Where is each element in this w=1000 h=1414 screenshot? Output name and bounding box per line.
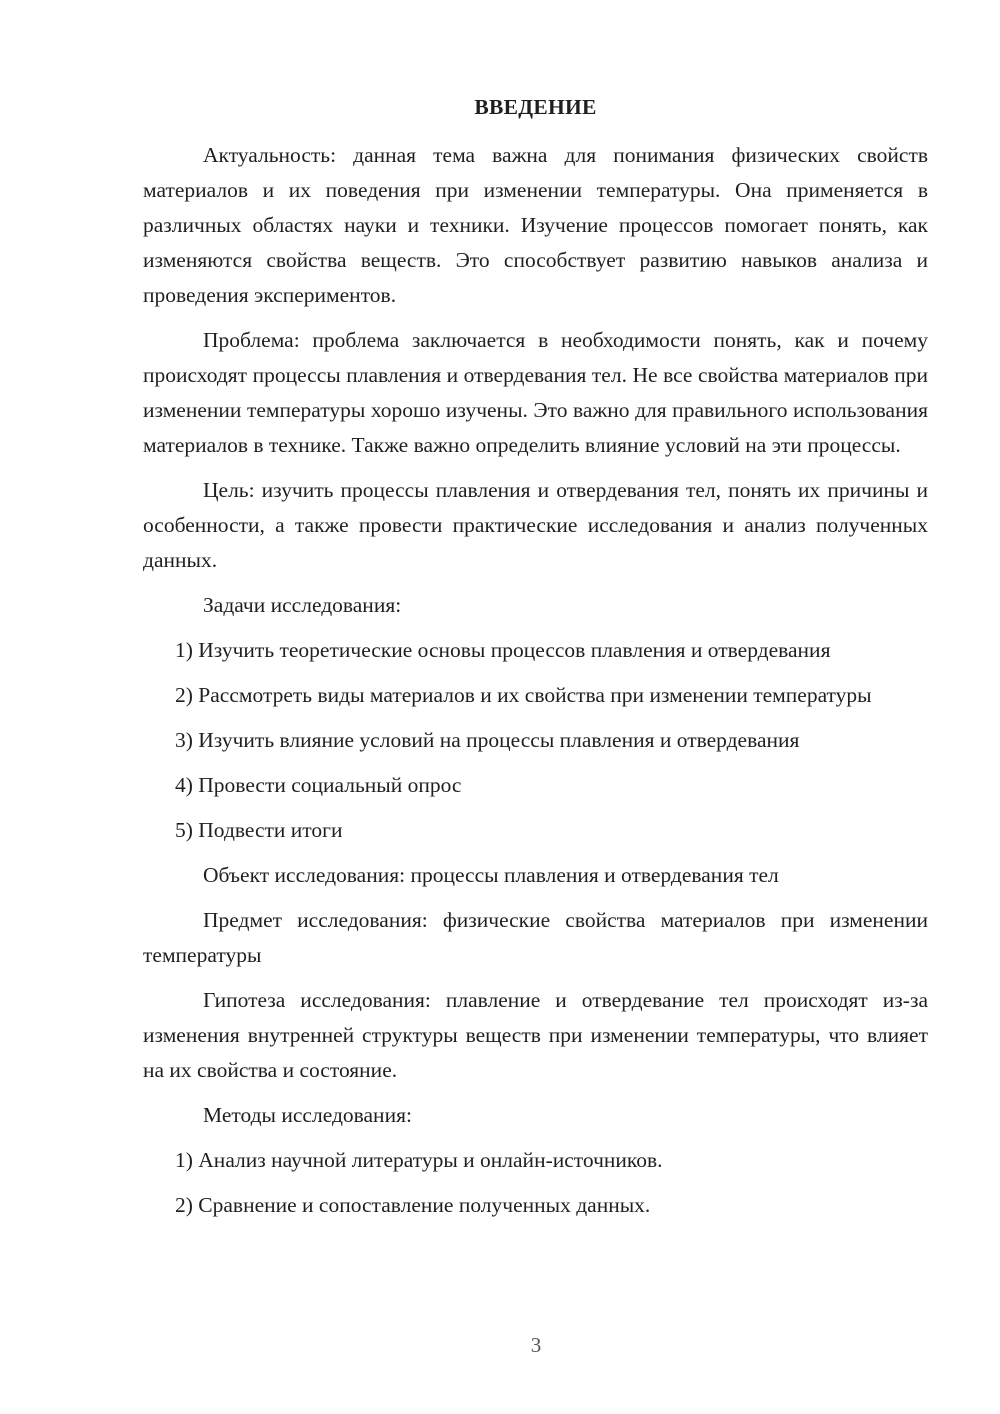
page-number: 3 [530, 1333, 542, 1357]
problem-paragraph: Проблема: проблема заключается в необходимости понять, как и почему происходят процессы плавления и отвердевания тел. Не все свойства материалов при изменении температуры хорошо изучены. Это важно для правильного использования материалов в технике. Также важно определить влияние условий на эти процессы. [143, 328, 928, 457]
object-paragraph: Объект исследования: процессы плавления и отвердевания тел [203, 863, 779, 887]
tasks-title: Задачи исследования: [203, 593, 402, 617]
relevance-paragraph: Актуальность: данная тема важна для понимания физических свойств материалов и их поведения при изменении температуры. Она применяется в различных областях науки и техники. Изучение процессов помогает понять, как изменяются свойства веществ. Это способствует развитию навыков анализа и проведения экспериментов. [143, 143, 928, 307]
task-item: 2) Рассмотреть виды материалов и их свойства при изменении температуры [175, 683, 872, 707]
goal-paragraph: Цель: изучить процессы плавления и отвердевания тел, понять их причины и особенности, а также провести практические исследования и анализ полученных данных. [143, 478, 928, 572]
subject-paragraph: Предмет исследования: физические свойства материалов при изменении температуры [143, 908, 928, 967]
task-item: 5) Подвести итоги [175, 818, 343, 842]
hypothesis-paragraph: Гипотеза исследования: плавление и отвердевание тел происходят из-за изменения внутренней структуры веществ при изменении температуры, что влияет на их свойства и состояние. [143, 988, 928, 1082]
task-item: 1) Изучить теоретические основы процессов плавления и отвердевания [175, 638, 831, 662]
task-item: 3) Изучить влияние условий на процессы плавления и отвердевания [175, 728, 800, 752]
method-item: 1) Анализ научной литературы и онлайн-источников. [175, 1148, 663, 1172]
task-item: 4) Провести социальный опрос [175, 773, 462, 797]
page-body [143, 90, 928, 1233]
methods-title: Методы исследования: [203, 1103, 412, 1127]
section-heading: ВВЕДЕНИЕ [474, 95, 597, 119]
method-item: 2) Сравнение и сопоставление полученных данных. [175, 1193, 651, 1217]
